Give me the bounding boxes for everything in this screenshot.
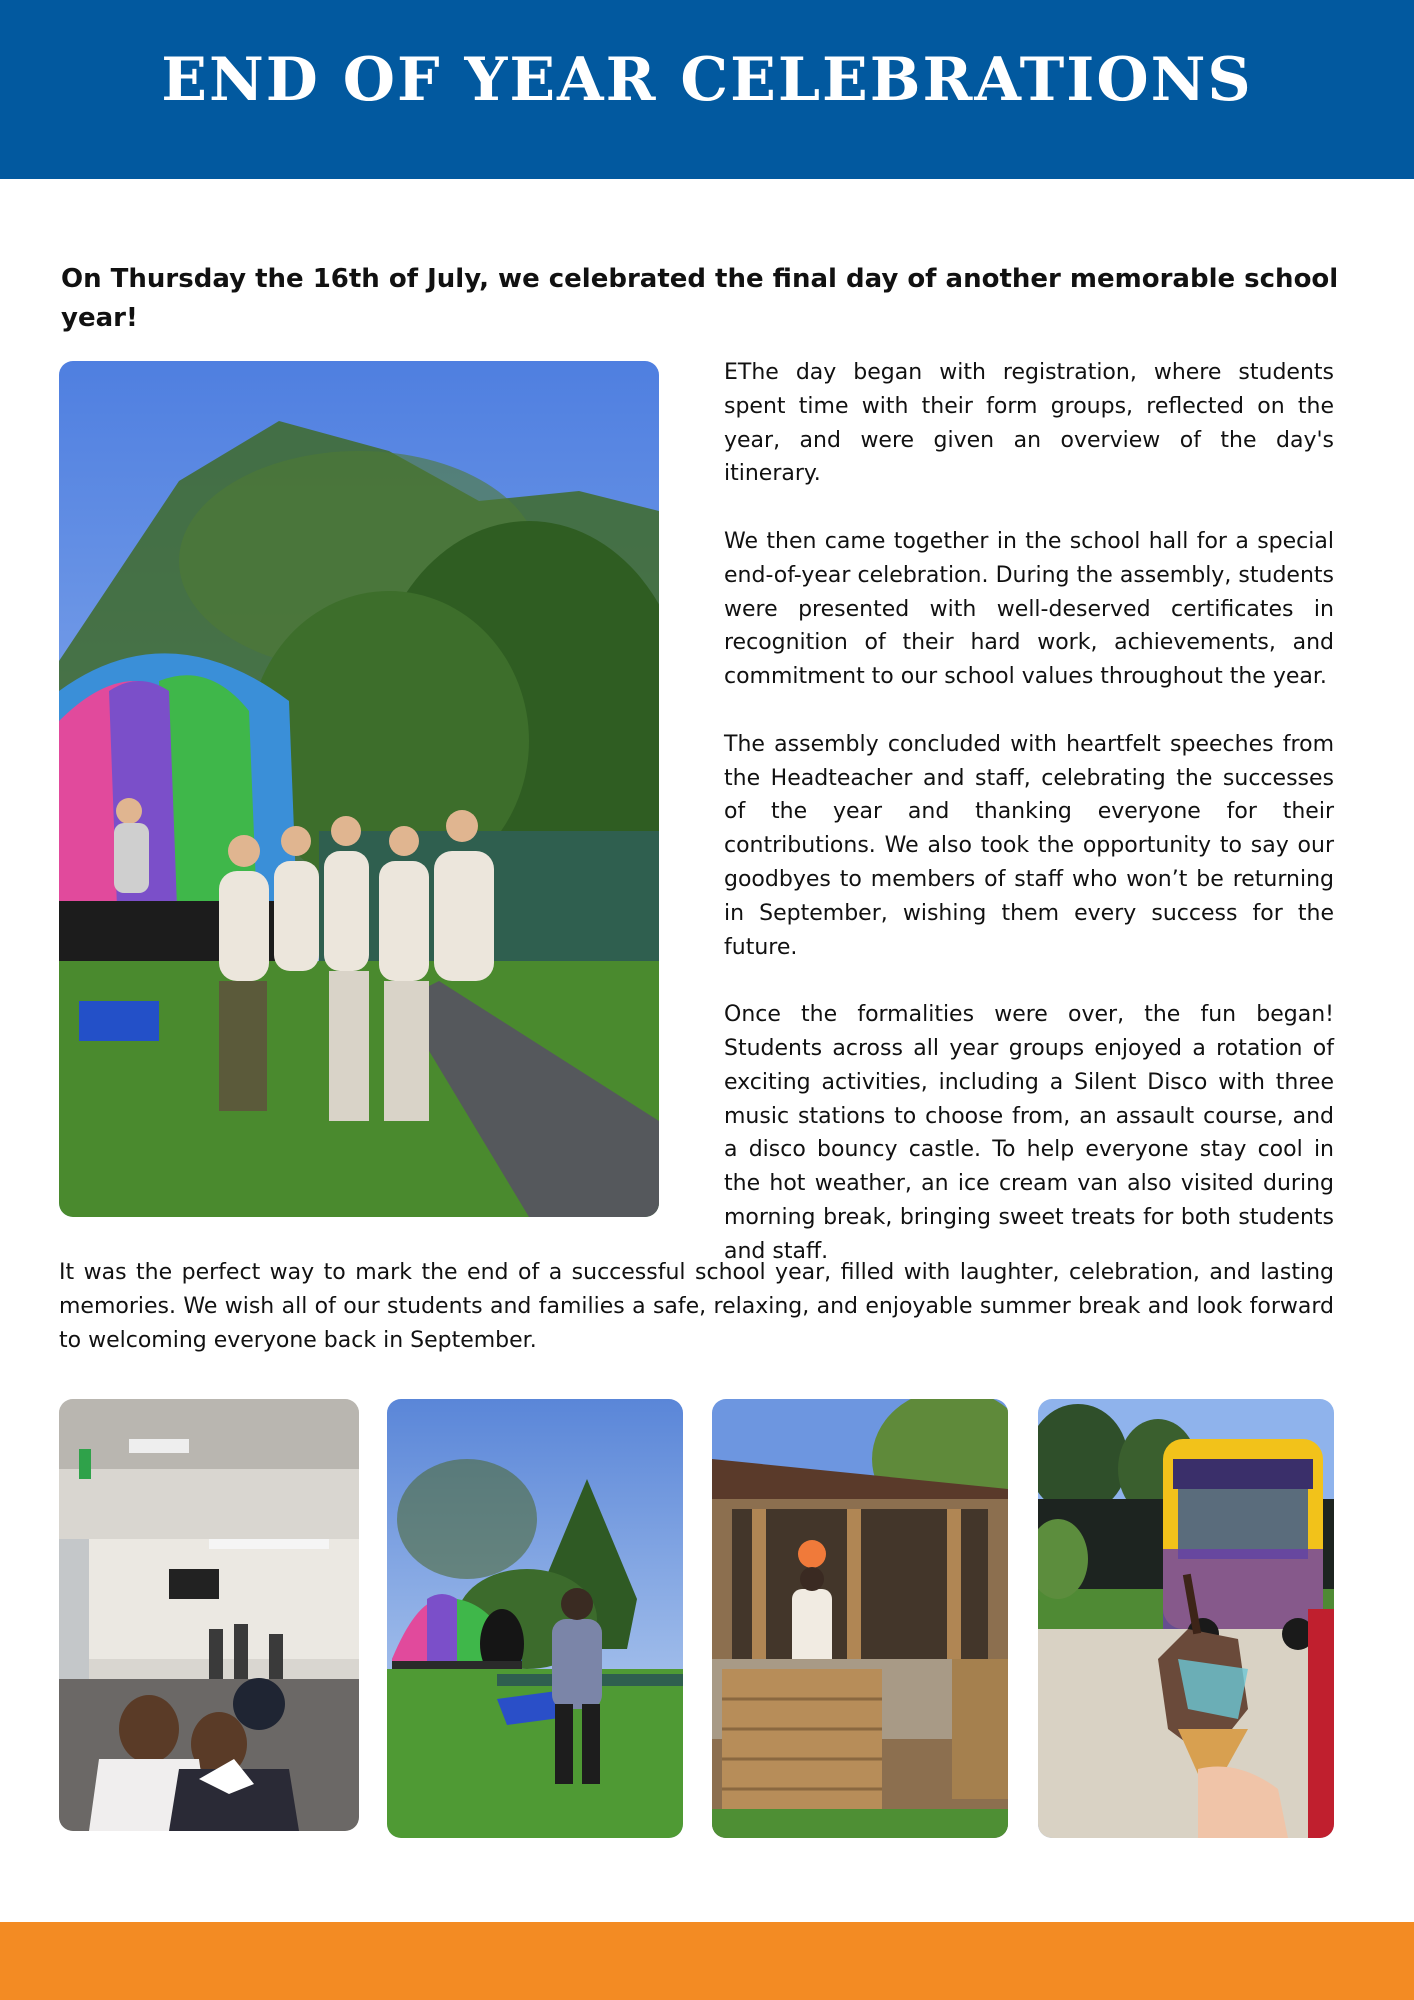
gallery-photo-bouncy-castle bbox=[387, 1399, 683, 1838]
gallery-photo-wooden-gazebo bbox=[712, 1399, 1008, 1838]
header-band bbox=[0, 0, 1414, 179]
page-title: END OF YEAR CELEBRATIONS bbox=[161, 45, 1253, 115]
article-paragraph: We then came together in the school hall for a special end-of-year celebration. During the assembly, students were presented with well-deserved certificates in recognition of their hard work, achievements, and commitment to our school values throughout the year. bbox=[724, 528, 1334, 690]
gallery-photo-ice-cream bbox=[1038, 1399, 1334, 1838]
closing-paragraph: It was the perfect way to mark the end of a successful school year, filled with laughter, celebration, and lasting memories. We wish all of our students and families a safe, relaxing, and enjoyable summer break and look forward to welcoming everyone back in September. bbox=[59, 1260, 1334, 1353]
article-column bbox=[724, 356, 1334, 1302]
gallery-photo-assembly-hall bbox=[59, 1399, 359, 1831]
intro-heading: On Thursday the 16th of July, we celebrated the final day of another memorable school year! bbox=[61, 264, 1339, 333]
footer-band bbox=[0, 1922, 1414, 2000]
article-paragraph: Once the formalities were over, the fun began! Students across all year groups enjoyed a rotation of exciting activities, including a Silent Disco with three music stations to choose from, an assault course, and a disco bouncy castle. To help everyone stay cool in the hot weather, an ice cream van also visited during morning break, bringing sweet treats for both students and staff. bbox=[724, 1002, 1334, 1264]
article-paragraph: The assembly concluded with heartfelt speeches from the Headteacher and staff, celebrating the successes of the year and thanking everyone for their contributions. We also took the opportunity to say our goodbyes to members of staff who won’t be returning in September, wishing them every success for the future. bbox=[724, 731, 1334, 960]
main-photo-students-bouncy-castle bbox=[59, 361, 659, 1217]
article-paragraph: EThe day began with registration, where students spent time with their form groups, reflected on the year, and were given an overview of the day's itinerary. bbox=[724, 360, 1334, 487]
